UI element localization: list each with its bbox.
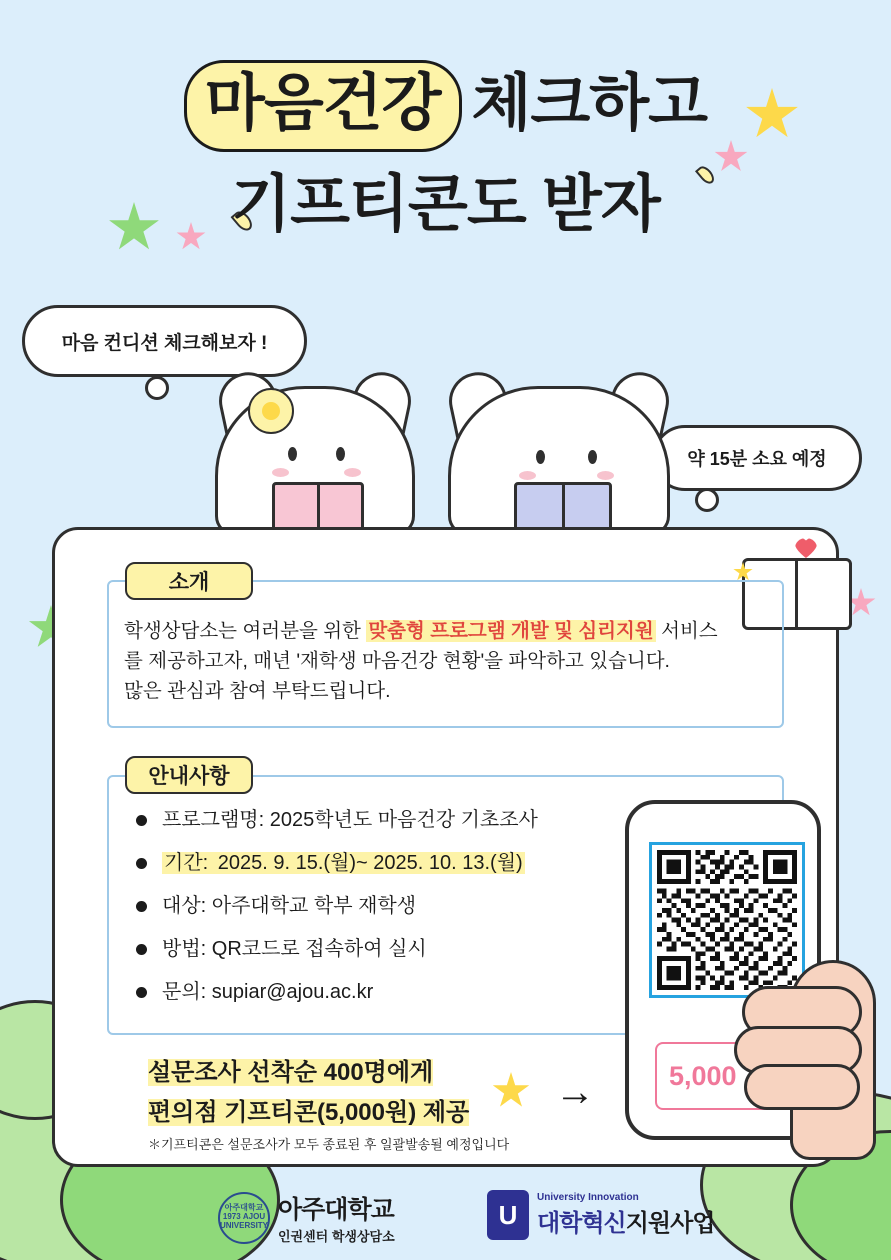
intro-text-1: 학생상담소는 여러분을 위한 [124,620,367,642]
innovation-name-dark: 지원사업 [625,1210,715,1237]
notice-value-3: QR코드로 접속하여 실시 [206,938,427,960]
arrow-icon: → [555,1070,595,1114]
innovation-sub-label: University Innovation [537,1192,639,1203]
footer-logo-university [218,1190,395,1245]
notice-label-3: 방법: [162,938,207,960]
headline-line-1 [0,60,891,152]
headline-pill: 마음건강 [184,60,462,152]
headline-line-1-rest: 체크하고 [471,69,708,138]
list-item [132,851,652,875]
qr-code-frame[interactable] [649,842,805,998]
innovation-name [537,1203,715,1238]
notice-label-2: 대상: [162,895,207,917]
coupon-amount: 5,000 [669,1060,737,1091]
notice-value-0: 2025학년도 마음건강 기초조사 [264,809,538,831]
notice-label-4: 문의: [162,981,207,1003]
promo-line-2-text: 편의점 기프티콘(5,000원) 제공 [148,1099,470,1126]
notice-value-1: 2025. 9. 15.(월)~ 2025. 10. 13.(월) [212,852,523,874]
innovation-name-blue: 대학혁신 [537,1210,626,1237]
promo-line-2 [148,1092,469,1127]
notice-value-2: 아주대학교 학부 재학생 [206,895,417,917]
list-item [132,980,652,1004]
notice-label-1: 기간: [164,852,209,874]
university-name: 아주대학교 [278,1196,394,1224]
notice-value-4: supiar@ajou.ac.kr [206,981,374,1003]
promo-note: ＊기프티콘은 설문조사가 모두 종료된 후 일괄발송될 예정입니다 [148,1137,510,1152]
notice-label-0: 프로그램명: [162,809,265,831]
promo-line-1-text: 설문조사 선착순 400명에게 [148,1059,434,1086]
list-item [132,808,652,832]
university-seal-icon: 아주대학교 1973 AJOU UNIVERSITY [218,1192,270,1244]
list-item [132,937,652,961]
intro-line-3: 많은 관심과 참여 부탁드립니다. [124,680,391,703]
intro-text-2: 서비스 [655,620,718,642]
headline-line-2: 기프티콘도 받자 [231,169,660,239]
footer-logo-innovation [487,1190,715,1240]
intro-text [124,616,772,707]
notice-tab: 안내사항 [125,756,253,794]
qr-code-icon[interactable] [657,850,797,990]
notice-list [132,808,652,1023]
university-department: 인권센터 학생상담소 [278,1229,395,1244]
promo-line-1 [148,1052,433,1087]
headline [0,60,891,243]
intro-tab: 소개 [125,562,253,600]
speech-bubble-left: 마음 컨디션 체크해보자 ! [22,305,307,377]
list-item [132,894,652,918]
speech-bubble-right: 약 15분 소요 예정 [652,425,862,491]
intro-highlight: 맞춤형 프로그램 개발 및 심리지원 [368,620,654,642]
intro-line-2: 를 제공하고자, 매년 '재학생 마음건강 현황'을 파악하고 있습니다. [124,650,670,673]
innovation-mark-icon: U [487,1190,529,1240]
